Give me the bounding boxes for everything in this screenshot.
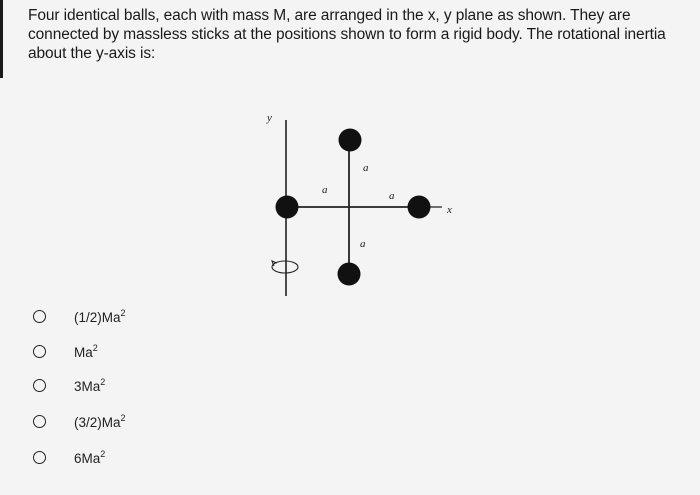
- choice-2[interactable]: [33, 340, 98, 362]
- distance-label-left: a: [322, 184, 328, 196]
- choice-4[interactable]: [33, 410, 126, 432]
- radio-button[interactable]: [33, 415, 46, 428]
- x-axis-label: x: [447, 204, 452, 216]
- choice-1[interactable]: [33, 305, 126, 327]
- radio-button[interactable]: [33, 310, 46, 323]
- question-line-3: about the y-axis is:: [28, 45, 156, 62]
- choice-label: Ma$^2$: [74, 342, 98, 360]
- radio-button[interactable]: [33, 345, 46, 358]
- choice-3[interactable]: [33, 374, 105, 396]
- ball-top: [339, 129, 362, 152]
- choice-label: 3Ma$^2$: [74, 376, 106, 394]
- question-line-1: Four identical balls, each with mass M, are arranged in the x, y plane as shown. They are: [28, 7, 631, 24]
- ball-left: [276, 196, 299, 219]
- choice-label: (1/2)Ma$^2$: [74, 307, 126, 325]
- radio-button[interactable]: [33, 451, 46, 464]
- ball-right: [408, 196, 431, 219]
- radio-button[interactable]: [33, 379, 46, 392]
- rotation-arrow-icon: [272, 261, 298, 273]
- choice-label: 6Ma$^2$: [74, 448, 106, 466]
- question-line-2: connected by massless sticks at the positions shown to form a rigid body. The rotational inertia: [28, 26, 666, 43]
- distance-label-top: a: [363, 162, 369, 174]
- y-axis-label: y: [267, 112, 272, 124]
- distance-label-bottom: a: [360, 238, 366, 250]
- ball-bottom: [338, 263, 361, 286]
- choice-5[interactable]: [33, 446, 105, 468]
- choice-label: (3/2)Ma$^2$: [74, 412, 126, 430]
- distance-label-right: a: [389, 190, 395, 202]
